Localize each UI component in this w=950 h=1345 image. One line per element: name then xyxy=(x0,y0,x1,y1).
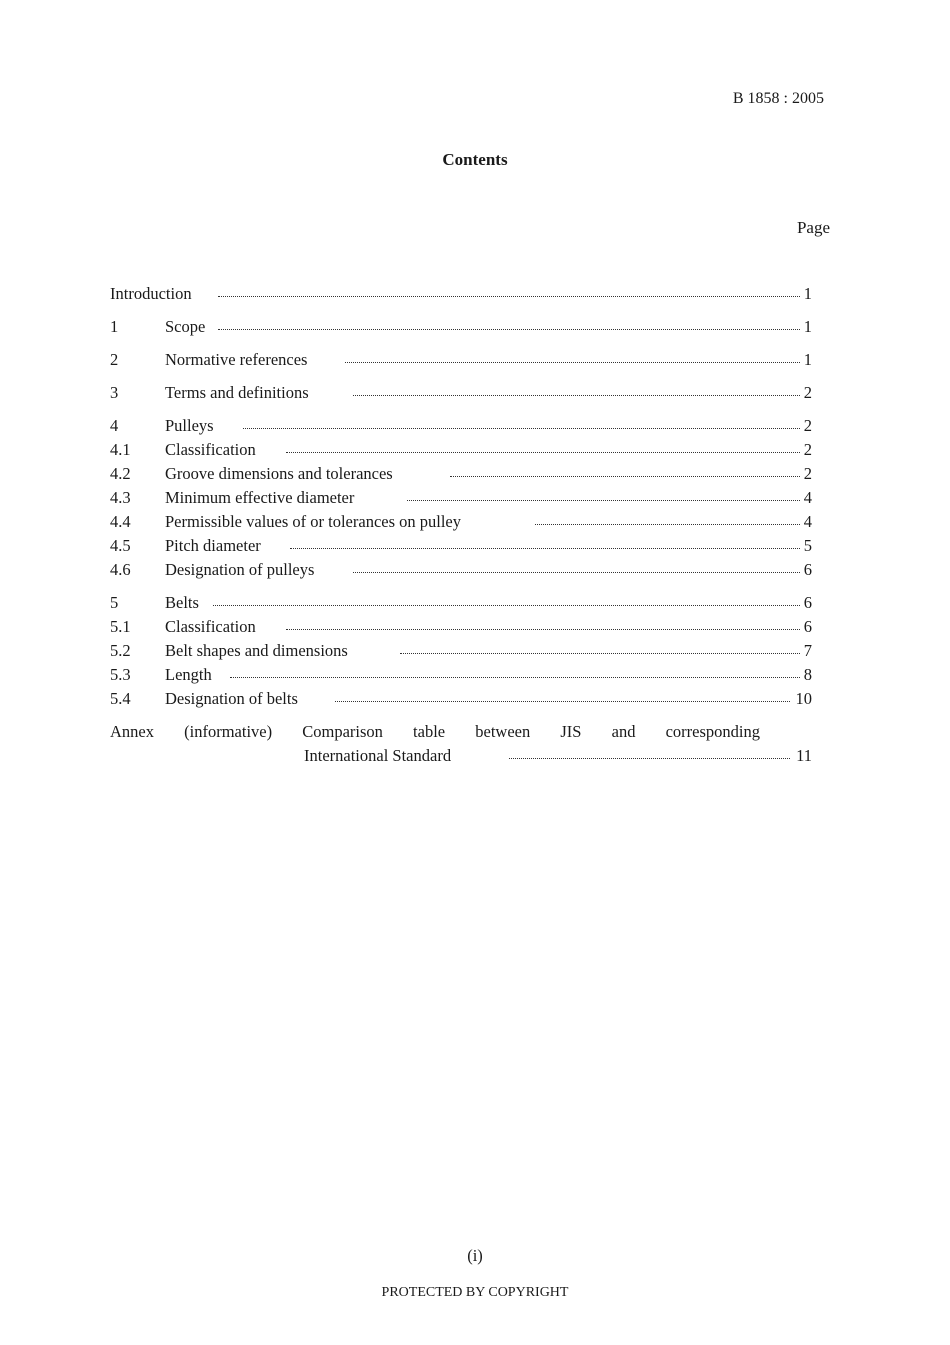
toc-entry-page: 2 xyxy=(802,438,812,462)
toc-entry-page: 7 xyxy=(802,639,812,663)
toc-entry[interactable] xyxy=(110,315,812,339)
toc-entry-title: Pulleys xyxy=(165,414,218,438)
toc-entry-title: Introduction xyxy=(110,282,196,306)
dot-leader xyxy=(407,486,800,510)
toc-entry-title: Groove dimensions and tolerances xyxy=(165,462,397,486)
annex-entry-title-cont: International Standard xyxy=(304,744,455,768)
page-column-label: Page xyxy=(796,218,830,237)
toc-entry[interactable] xyxy=(110,486,812,510)
annex-entry-page: 11 xyxy=(794,744,812,768)
toc-entry[interactable] xyxy=(110,639,812,663)
toc-entry-number: 5.3 xyxy=(110,665,131,684)
toc-entry-title: Belt shapes and dimensions xyxy=(165,639,352,663)
toc-entry[interactable] xyxy=(110,687,812,711)
toc-entry-number: 5.1 xyxy=(110,617,131,636)
toc-entry[interactable] xyxy=(110,510,812,534)
toc-entry-page: 4 xyxy=(802,510,812,534)
toc-entry-title: Designation of pulleys xyxy=(165,558,318,582)
toc-entry-number: 3 xyxy=(110,383,119,402)
toc-entry[interactable] xyxy=(110,663,812,687)
toc-entry-title: Scope xyxy=(165,315,209,339)
toc-entry-page: 10 xyxy=(794,687,813,711)
toc-entry-page: 6 xyxy=(802,558,812,582)
toc-entry[interactable] xyxy=(110,534,812,558)
toc-entry[interactable] xyxy=(110,591,812,615)
toc-entry-page: 6 xyxy=(802,591,812,615)
toc-entry-title: Classification xyxy=(165,615,260,639)
toc-entry[interactable] xyxy=(110,615,812,639)
toc-entry-page: 5 xyxy=(802,534,812,558)
toc-entry[interactable] xyxy=(110,381,812,405)
toc-entry-title: Length xyxy=(165,663,216,687)
dot-leader xyxy=(218,282,800,306)
toc-entry-number: 2 xyxy=(110,350,119,369)
toc-entry-title: Minimum effective diameter xyxy=(165,486,358,510)
toc-entry-title: Designation of belts xyxy=(165,687,302,711)
toc-entry[interactable] xyxy=(110,348,812,372)
dot-leader xyxy=(353,381,800,405)
annex-entry-title[interactable]: Annex (informative) Comparison table between JIS and corresponding xyxy=(110,722,760,741)
toc-entry-number: 4.4 xyxy=(110,512,131,531)
dot-leader xyxy=(218,315,800,339)
page-title: Contents xyxy=(442,150,508,169)
dot-leader xyxy=(286,438,800,462)
dot-leader xyxy=(290,534,800,558)
toc-entry-number: 4.3 xyxy=(110,488,131,507)
toc-entry-page: 2 xyxy=(802,381,812,405)
dot-leader xyxy=(535,510,800,534)
dot-leader xyxy=(243,414,800,438)
toc-entry-number: 5 xyxy=(110,593,119,612)
toc-entry[interactable] xyxy=(110,462,812,486)
toc-entry-title: Belts xyxy=(165,591,203,615)
dot-leader xyxy=(230,663,800,687)
toc-entry-page: 1 xyxy=(802,348,812,372)
document-number: B 1858 : 2005 xyxy=(732,90,824,107)
dot-leader xyxy=(213,591,800,615)
toc-entry[interactable] xyxy=(110,414,812,438)
toc-entry-number: 4.5 xyxy=(110,536,131,555)
dot-leader xyxy=(450,462,800,486)
dot-leader xyxy=(353,558,800,582)
dot-leader xyxy=(345,348,800,372)
toc-entry-page: 2 xyxy=(802,414,812,438)
toc-entry-title: Permissible values of or tolerances on pulley xyxy=(165,510,465,534)
toc-entry[interactable] xyxy=(110,558,812,582)
toc-entry-page: 6 xyxy=(802,615,812,639)
toc-entry-title: Normative references xyxy=(165,348,311,372)
toc-entry-page: 1 xyxy=(802,315,812,339)
toc-entry-number: 4.2 xyxy=(110,464,131,483)
toc-entry-title: Pitch diameter xyxy=(165,534,265,558)
toc-entry-number: 4.6 xyxy=(110,560,131,579)
dot-leader xyxy=(509,744,790,768)
toc-entry-title: Classification xyxy=(165,438,260,462)
toc-entry-number: 4.1 xyxy=(110,440,131,459)
toc-entry-page: 2 xyxy=(802,462,812,486)
toc-entry-page: 8 xyxy=(802,663,812,687)
copyright-notice: PROTECTED BY COPYRIGHT xyxy=(381,1285,569,1300)
dot-leader xyxy=(286,615,800,639)
toc-entry-number: 5.2 xyxy=(110,641,131,660)
toc-entry[interactable] xyxy=(110,438,812,462)
toc-entry-number: 1 xyxy=(110,317,119,336)
toc-entry-page: 1 xyxy=(802,282,812,306)
page-number: (i) xyxy=(467,1246,483,1265)
toc-entry[interactable] xyxy=(110,282,812,306)
toc-entry-title: Terms and definitions xyxy=(165,381,313,405)
dot-leader xyxy=(400,639,800,663)
toc-entry-page: 4 xyxy=(802,486,812,510)
toc-entry-number: 4 xyxy=(110,416,119,435)
toc-entry-number: 5.4 xyxy=(110,689,131,708)
dot-leader xyxy=(335,687,790,711)
annex-entry[interactable] xyxy=(304,744,812,768)
